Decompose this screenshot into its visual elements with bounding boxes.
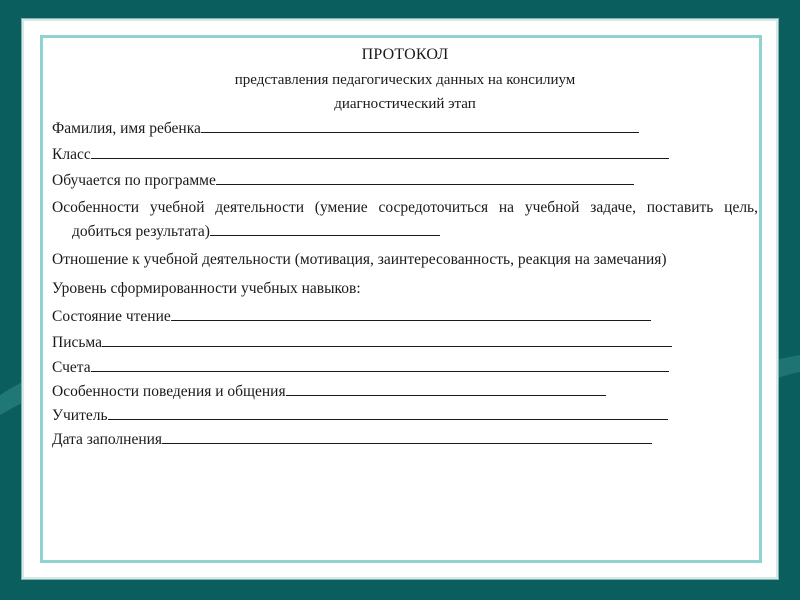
field-behavior: [52, 380, 758, 404]
fill-in-line[interactable]: [171, 307, 651, 321]
fill-in-line[interactable]: [91, 145, 669, 159]
fill-in-line[interactable]: [216, 171, 634, 185]
field-child-name: [52, 116, 758, 142]
field-reading: [52, 304, 758, 330]
field-label: Обучается по программе: [52, 172, 216, 189]
field-skills-level: [52, 274, 758, 304]
field-counting: [52, 356, 758, 380]
field-label: Класс: [52, 146, 91, 163]
field-writing: [52, 330, 758, 356]
field-class: [52, 142, 758, 168]
field-label: Письма: [52, 334, 103, 351]
document-content: [52, 42, 758, 452]
document-border: [40, 35, 762, 563]
fill-in-line[interactable]: [108, 406, 668, 420]
field-label: Особенности поведения и общения: [52, 383, 286, 400]
field-label: Состояние чтение: [52, 308, 171, 325]
slide-frame: [22, 19, 778, 579]
document-stage: диагностический этап: [334, 96, 476, 112]
section-label: Уровень сформированности учебных навыков:: [52, 280, 361, 297]
field-label: Фамилия, имя ребенка: [52, 120, 201, 137]
fill-in-line[interactable]: [102, 333, 672, 347]
fill-in-line[interactable]: [162, 430, 652, 444]
field-program: [52, 168, 758, 194]
field-date: [52, 428, 758, 452]
document-subtitle: представления педагогических данных на консилиум: [234, 72, 576, 88]
field-teacher: [52, 404, 758, 428]
fill-in-line[interactable]: [201, 119, 639, 133]
fill-in-line[interactable]: [210, 223, 440, 236]
field-label: Учитель: [52, 407, 108, 424]
field-label: Особенности учебной деятельности (умение сосредоточиться на учебной задаче, поставить цель, добиться результата): [52, 199, 758, 240]
field-learning-features: [52, 196, 758, 244]
fill-in-line[interactable]: [91, 358, 669, 372]
document-title: ПРОТОКОЛ: [361, 46, 449, 63]
field-attitude: [52, 248, 758, 272]
field-label: Дата заполнения: [52, 431, 163, 448]
field-label: Счета: [52, 359, 91, 376]
field-label: Отношение к учебной деятельности (мотивация, заинтересованность, реакция на замечания): [52, 251, 667, 268]
fill-in-line[interactable]: [286, 382, 606, 396]
